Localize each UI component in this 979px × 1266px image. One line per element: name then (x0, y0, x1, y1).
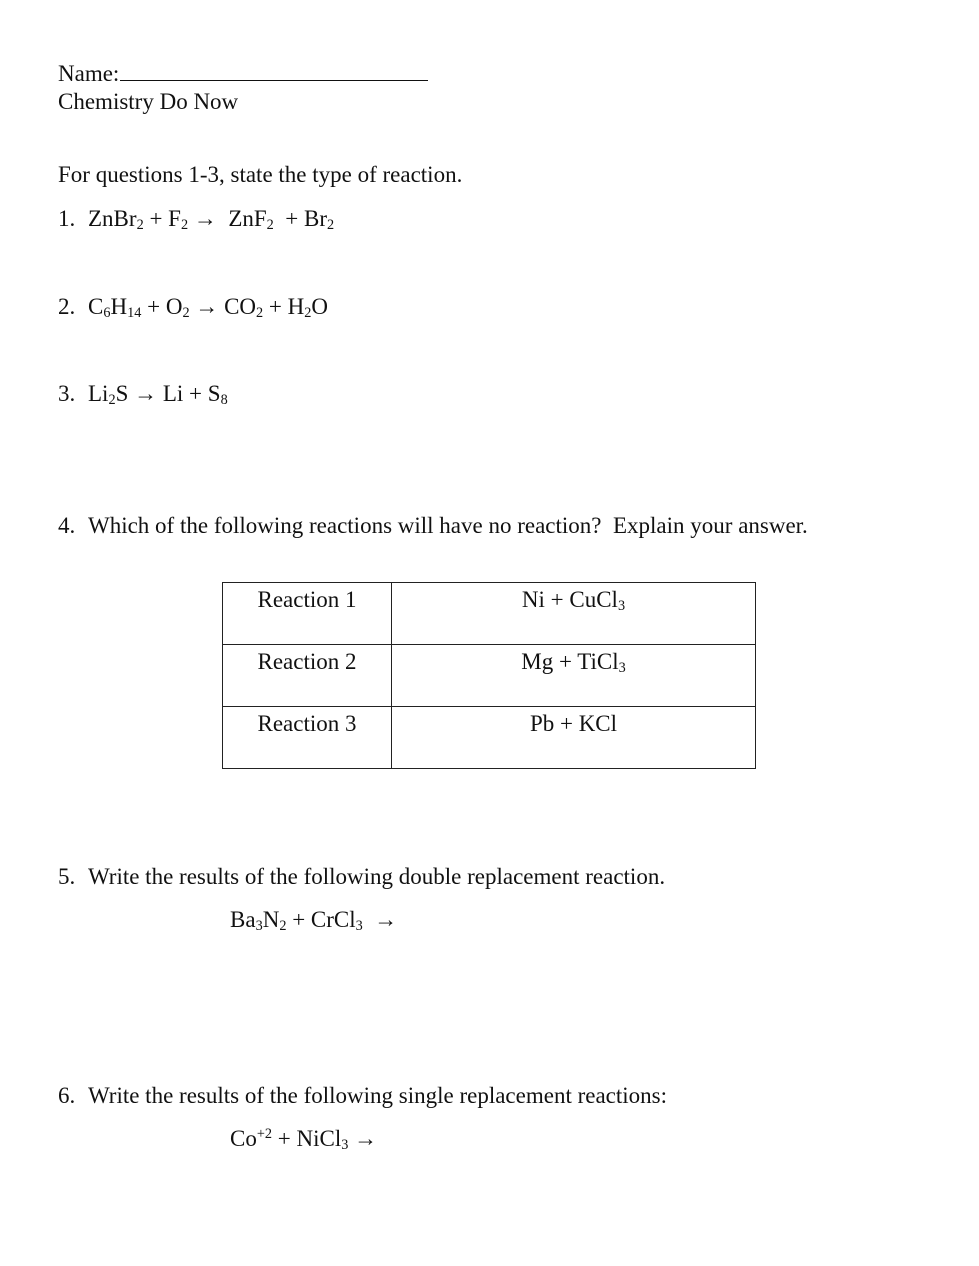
question-number: 6. (58, 1083, 76, 1108)
worksheet-title: Chemistry Do Now (58, 89, 239, 114)
equation-2: $C_6H_{14} + O_2 \to CO_2 + H_2O$ (88, 294, 328, 322)
reaction-label: Reaction 2 (223, 645, 392, 707)
question-6 (58, 1084, 667, 1107)
question-number: 2. (58, 294, 76, 319)
question-number: 1. (58, 206, 76, 231)
question-number: 4. (58, 513, 76, 538)
equation-1: ZnBr$_2$ + $F_2 \to ZnF_2 + Br_2$ (88, 206, 335, 234)
reaction-label: Reaction 3 (223, 707, 392, 769)
question-text: Write the results of the following double replacement reaction. (88, 864, 666, 889)
table-row (223, 583, 756, 645)
question-text: Which of the following reactions will have no reaction? Explain your answer. (88, 513, 808, 538)
question-number: 5. (58, 864, 76, 889)
equation-6: $Co^{+2}$ + NiCl$_3$ → (230, 1126, 378, 1154)
table-row (223, 645, 756, 707)
equation-3: $Li_2S \to Li + S_8$ (88, 381, 228, 409)
question-text: Write the results of the following single replacement reactions: (88, 1083, 667, 1108)
question-1 (58, 206, 335, 234)
instructions-1-3: For questions 1-3, state the type of reaction. (58, 162, 463, 187)
question-3 (58, 381, 228, 409)
reaction-equation: Ni + CuCl$_3$ (392, 583, 756, 645)
question-5 (58, 865, 665, 888)
reaction-table (222, 582, 756, 769)
reaction-label: Reaction 1 (223, 583, 392, 645)
name-blank[interactable] (120, 62, 428, 81)
question-2 (58, 294, 328, 322)
equation-5: $Ba_3N_2$ + CrCl$_3$ → (230, 907, 398, 935)
reaction-equation: Pb + KCl (392, 707, 756, 769)
table-row (223, 707, 756, 769)
name-label: Name: (58, 61, 120, 86)
question-4 (58, 514, 808, 537)
question-number: 3. (58, 381, 76, 406)
reaction-equation: Mg + TiCl$_3$ (392, 645, 756, 707)
name-line (58, 62, 428, 85)
